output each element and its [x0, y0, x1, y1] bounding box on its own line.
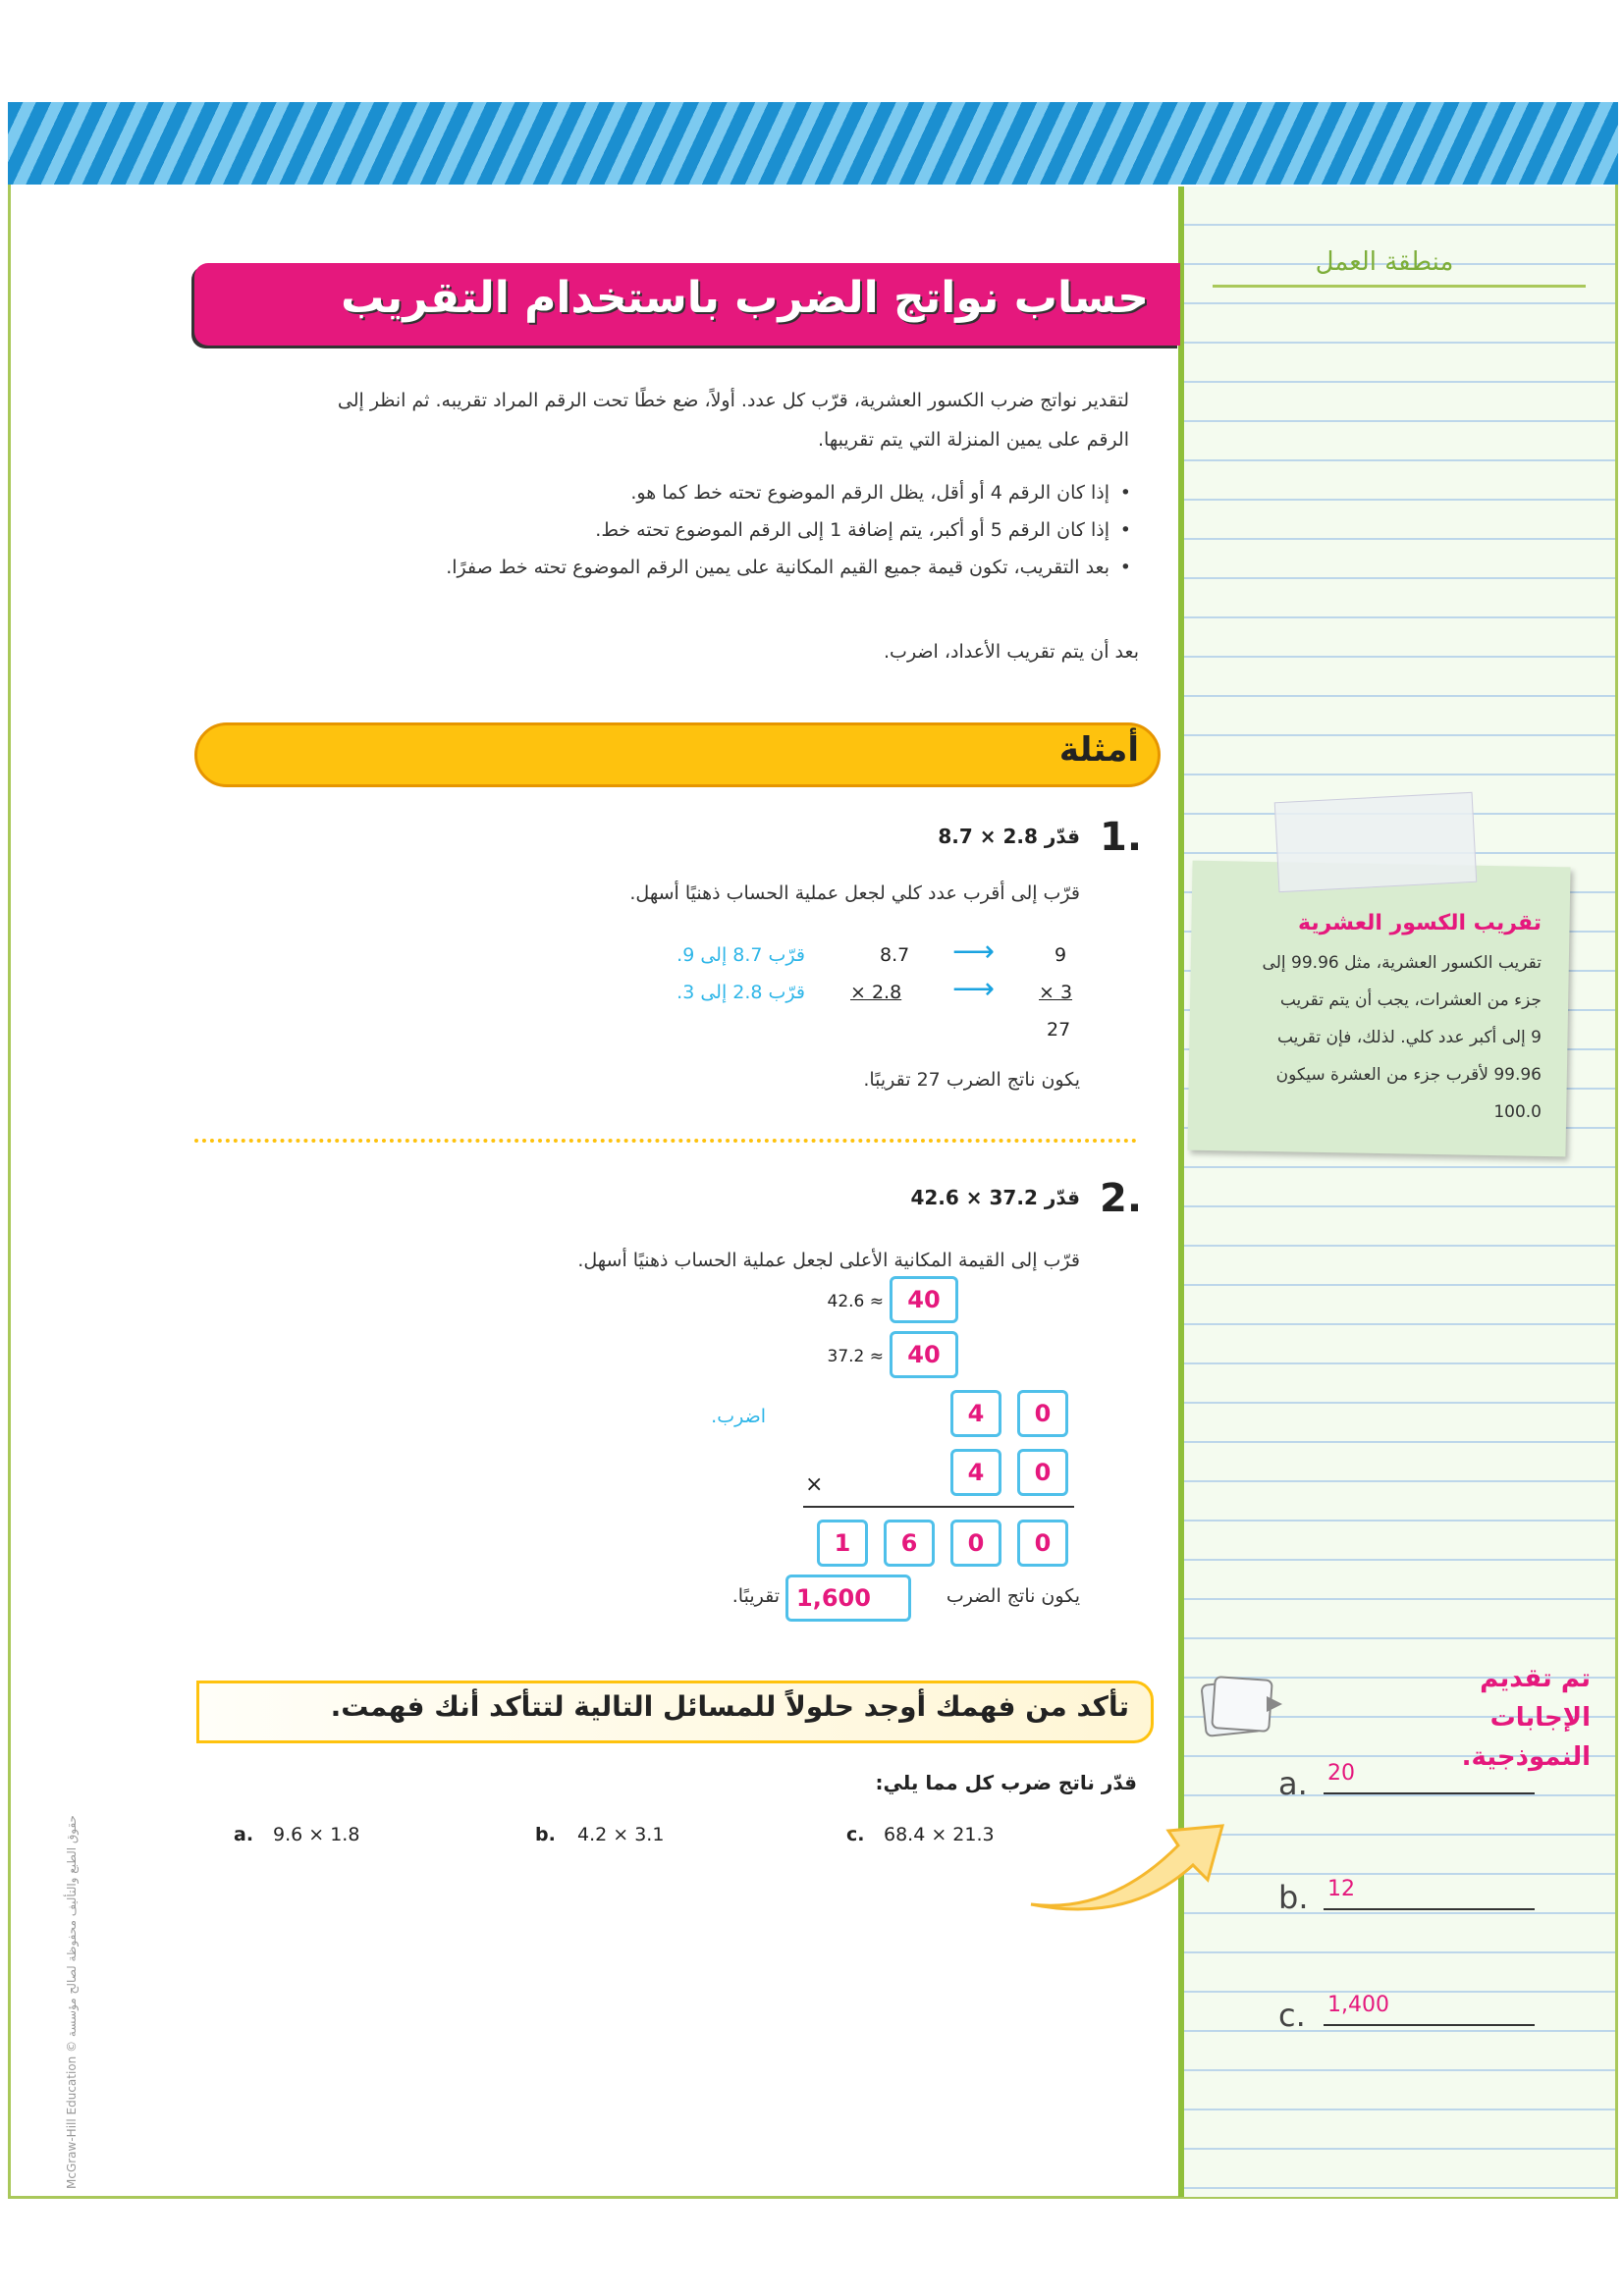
sidebar-rule	[1213, 285, 1586, 288]
digit-box: 0	[1017, 1449, 1068, 1496]
answer-a-label: a.	[1278, 1765, 1308, 1802]
ex2-conclusion-after: تقريبًا.	[731, 1585, 780, 1607]
ex2-line1-label: 42.6 ≈	[827, 1292, 884, 1311]
note-body	[1217, 944, 1542, 1131]
answer-a-line	[1324, 1792, 1535, 1794]
copyright-text: McGraw-Hill Education © حقوق الطبع والتأليف محفوظة لصالح مؤسسة	[65, 1815, 79, 2189]
ex1-orig-bottom: × 2.8	[850, 982, 902, 1003]
bullet-dot: •	[1119, 482, 1131, 504]
ex2-line2-value: 40	[890, 1331, 958, 1378]
example-1-number: 1.	[1100, 815, 1143, 860]
dotted-divider	[194, 1139, 1137, 1143]
example-2-number: 2.	[1100, 1176, 1143, 1221]
intro-after: بعد أن يتم تقريب الأعداد، اضرب.	[884, 641, 1139, 663]
note-line: 99.96 لأقرب جزء من العشرة سيكون	[1275, 1065, 1542, 1085]
example-2-question: قدّر 37.2 × 42.6	[910, 1186, 1080, 1209]
answer-c-value: 1,400	[1327, 1993, 1389, 2017]
answer-c-label: c.	[1278, 1997, 1306, 2034]
problem-a-expr: 9.6 × 1.8	[273, 1824, 360, 1845]
answer-a-value: 20	[1327, 1761, 1355, 1786]
digit-box: 6	[884, 1520, 935, 1567]
digit-box: 4	[950, 1390, 1001, 1437]
arrow-icon: ⟶	[952, 972, 996, 1006]
answer-b-line	[1324, 1908, 1535, 1910]
note-line: جزء من العشرات، يجب أن يتم تقريب	[1279, 990, 1542, 1010]
page-title: حساب نواتج الضرب باستخدام التقريب	[341, 273, 1149, 323]
ex1-orig-top: 8.7	[880, 944, 910, 966]
note-title: تقريب الكسور العشرية	[1298, 911, 1542, 935]
problem-b-label: b.	[535, 1824, 556, 1845]
note-line: تقريب الكسور العشرية، مثل 99.96 إلى	[1262, 953, 1542, 973]
ex1-round-top: 9	[1055, 944, 1067, 966]
digit-box: 0	[1017, 1520, 1068, 1567]
sidebar-title: منطقة العمل	[1315, 247, 1454, 277]
sum-line	[803, 1506, 1074, 1508]
ex1-round-bottom: × 3	[1039, 982, 1073, 1003]
times-sign: ×	[805, 1472, 824, 1497]
problem-b-expr: 4.2 × 3.1	[577, 1824, 665, 1845]
multiply-label: اضرب.	[711, 1406, 766, 1427]
curved-arrow-icon	[1021, 1787, 1237, 1924]
work-area-sidebar	[1181, 187, 1615, 2197]
tape	[1274, 792, 1478, 892]
answer-b-value: 12	[1327, 1877, 1355, 1901]
digit-box: 1	[817, 1520, 868, 1567]
bullet-3: بعد التقريب، تكون قيمة جميع القيم المكانية على يمين الرقم الموضوع تحته خط صفرًا.	[446, 557, 1109, 578]
example-1-instruction: قرّب إلى أقرب عدد كلي لجعل عملية الحساب ذهنيًا أسهل.	[629, 882, 1080, 904]
ex1-note-top: قرّب 8.7 إلى 9.	[676, 944, 805, 966]
intro-line-2: الرقم على يمين المنزلة التي يتم تقريبها.	[818, 429, 1129, 451]
arrow-icon: ⟶	[952, 934, 996, 969]
digit-box: 0	[1017, 1390, 1068, 1437]
digit-box: 4	[950, 1449, 1001, 1496]
digit-box: 0	[950, 1520, 1001, 1567]
example-1-question: قدّر 2.8 × 8.7	[938, 825, 1080, 848]
example-2-instruction: قرّب إلى القيمة المكانية الأعلى لجعل عملية الحساب ذهنيًا أسهل.	[577, 1250, 1080, 1271]
problem-c-expr: 68.4 × 21.3	[884, 1824, 995, 1845]
answers-heading-line-1: تم تقديم الإجابات	[1480, 1664, 1591, 1733]
ex2-line1-value: 40	[890, 1276, 958, 1323]
bullet-2: إذا كان الرقم 5 أو أكبر، يتم إضافة 1 إلى الرقم الموضوع تحته خط.	[595, 519, 1109, 541]
answer-card-icon	[1198, 1675, 1286, 1743]
bullet-dot: •	[1119, 557, 1131, 578]
ex2-conclusion-before: يكون ناتج الضرب	[946, 1585, 1080, 1607]
intro-line-1: لتقدير نواتج ضرب الكسور العشرية، قرّب كل عدد. أولاً، ضع خطًا تحت الرقم المراد تقريبه. ثم انظر إلى	[337, 390, 1129, 411]
examples-label: أمثلة	[1058, 730, 1139, 770]
answers-heading-line-2: النموذجية.	[1461, 1742, 1591, 1772]
note-line: 100.0	[1493, 1102, 1542, 1122]
bullet-1: إذا كان الرقم 4 أو أقل، يظل الرقم الموضوع تحته خط كما هو.	[630, 482, 1109, 504]
answer-c-line	[1324, 2024, 1535, 2026]
problem-c-label: c.	[846, 1824, 865, 1845]
check-title: تأكد من فهمك أوجد حلولاً للمسائل التالية لتتأكد أنك فهمت.	[330, 1690, 1129, 1723]
check-instruction: قدّر ناتج ضرب كل مما يلي:	[875, 1771, 1137, 1794]
ex1-result: 27	[1047, 1019, 1071, 1041]
problem-a-label: a.	[234, 1824, 254, 1845]
answer-b-label: b.	[1278, 1879, 1309, 1916]
example-1-conclusion: يكون ناتج الضرب 27 تقريبًا.	[863, 1069, 1080, 1091]
ex2-answer: 1,600	[785, 1575, 911, 1622]
note-line: 9 إلى أكبر عدد كلي. لذلك، فإن تقريب	[1276, 1028, 1542, 1047]
answers-heading	[1394, 1659, 1591, 1777]
top-banner	[8, 102, 1618, 185]
bullet-dot: •	[1119, 519, 1131, 541]
ex1-note-bottom: قرّب 2.8 إلى 3.	[676, 982, 805, 1003]
ex2-line2-label: 37.2 ≈	[827, 1347, 884, 1366]
